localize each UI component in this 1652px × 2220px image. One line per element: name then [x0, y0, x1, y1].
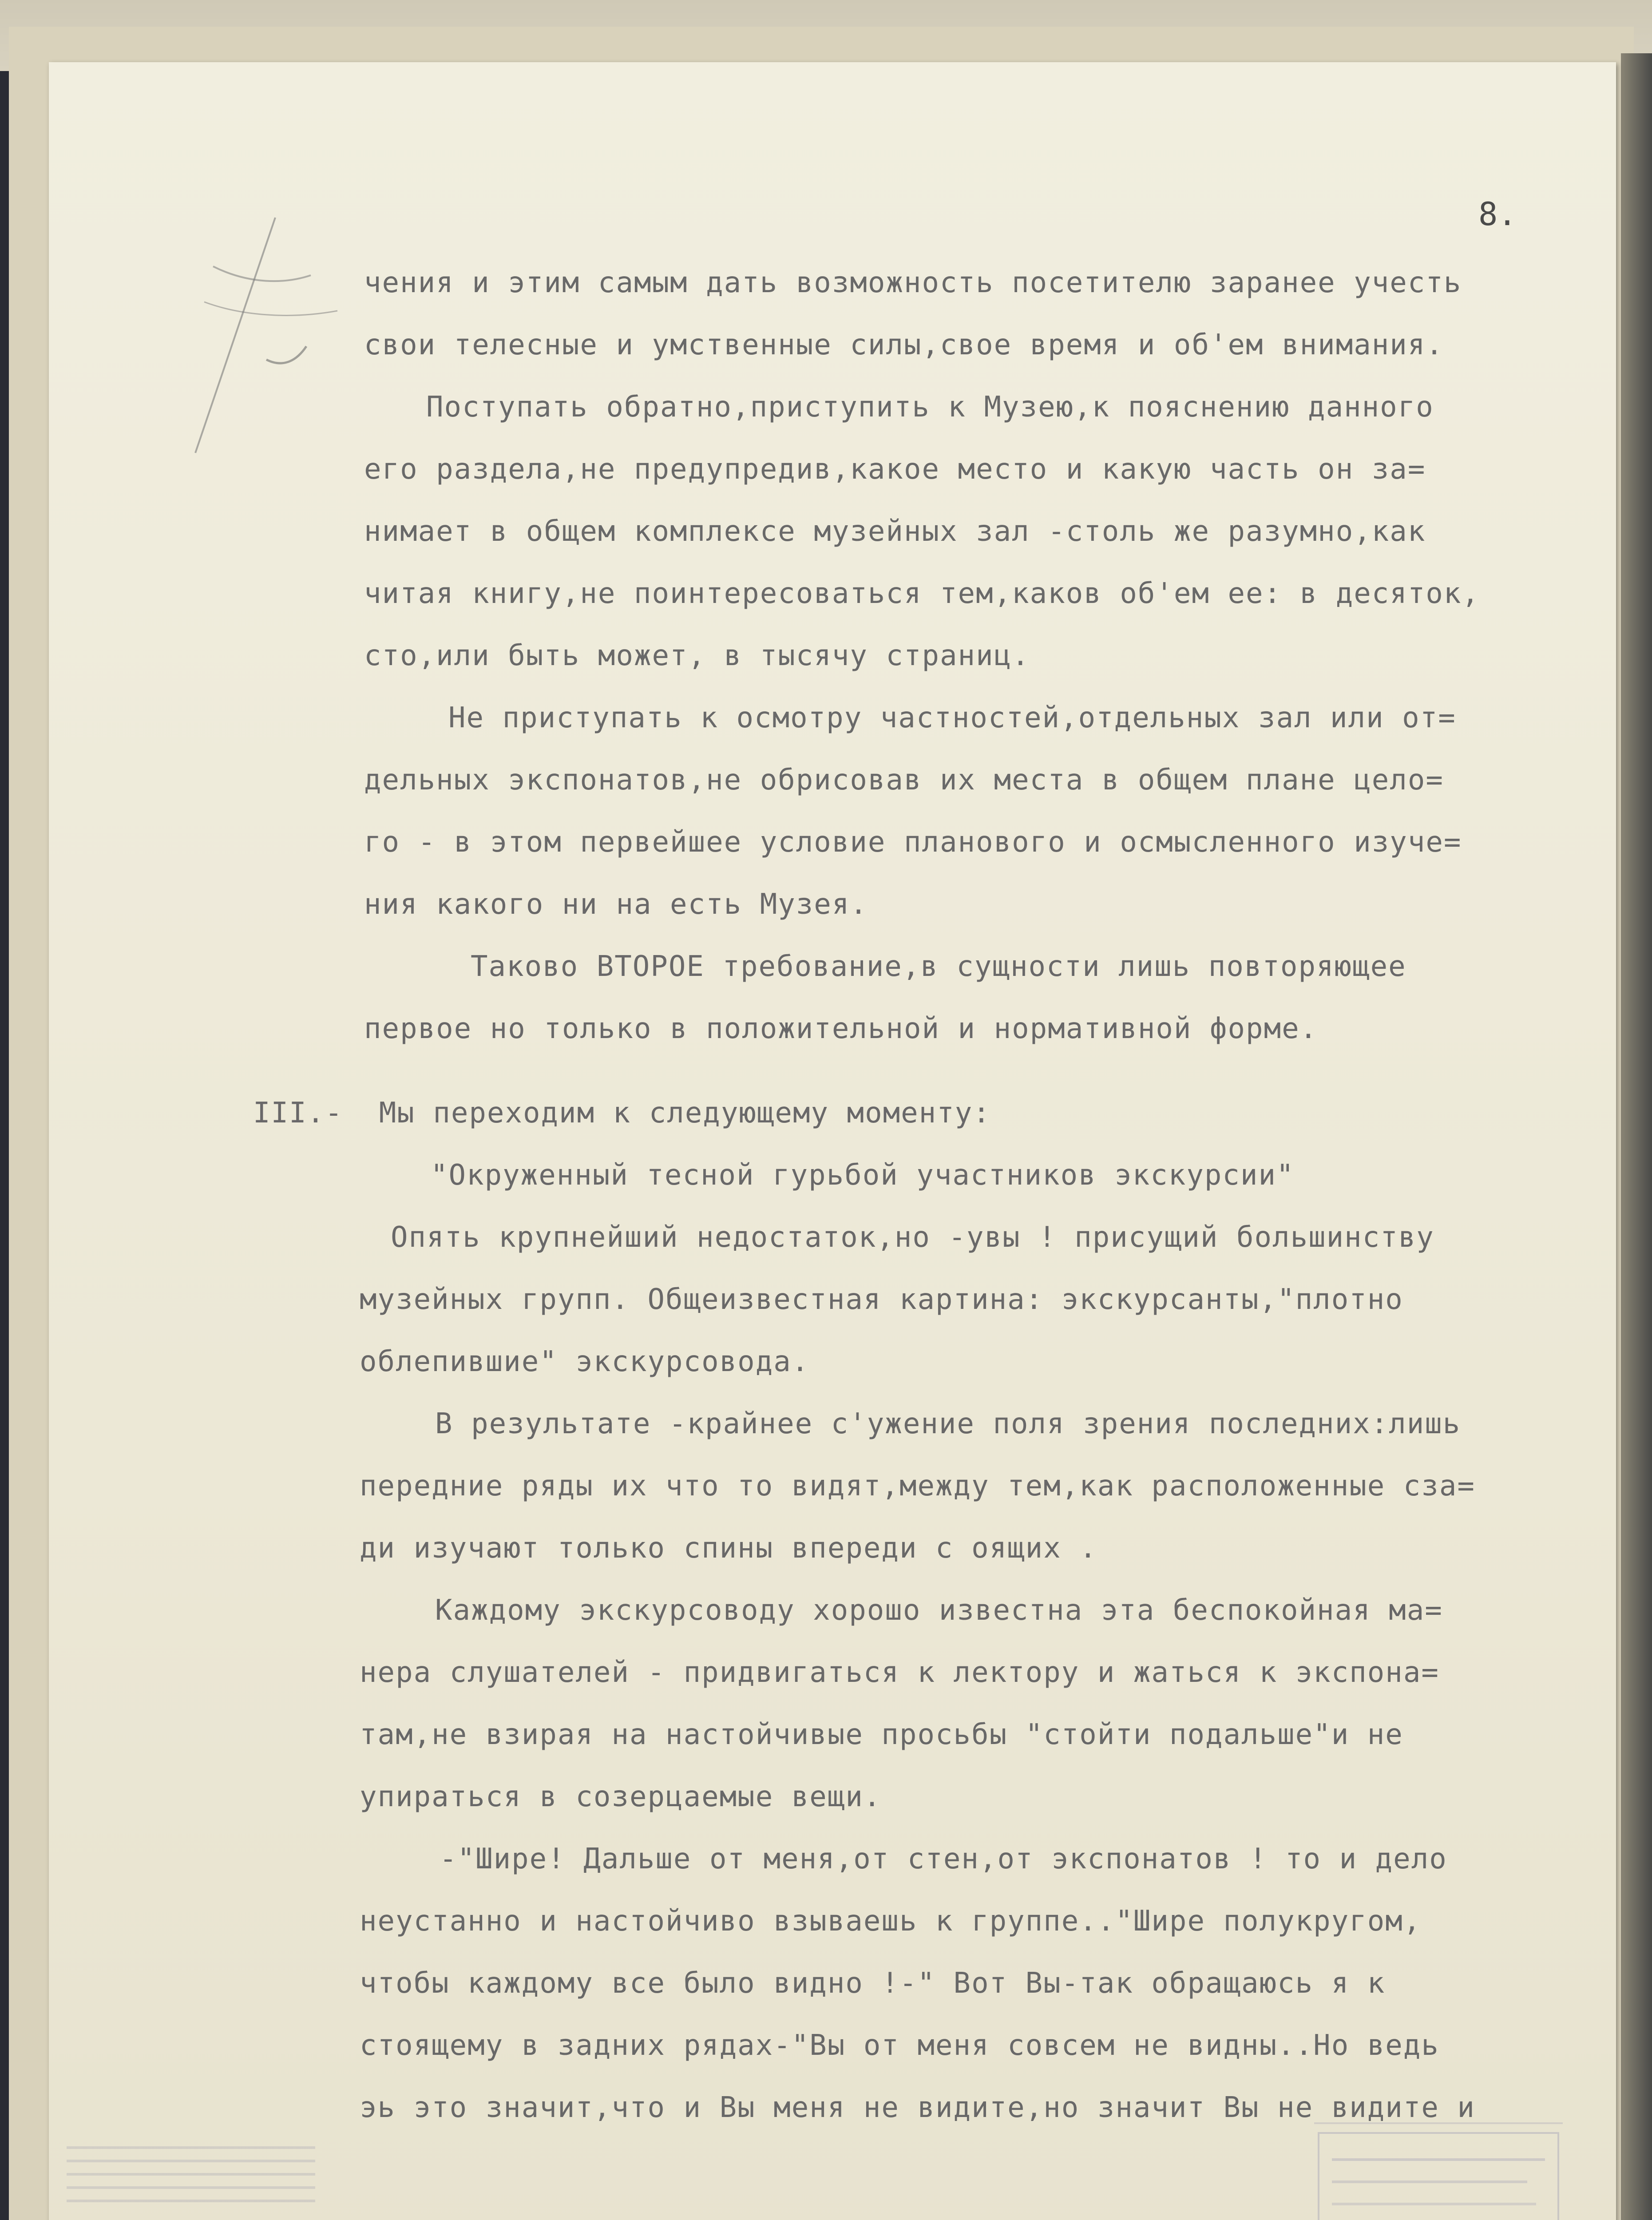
pencil-mark-icon: [178, 213, 346, 462]
text-line: музейных групп. Общеизвестная картина: экскурсанты,"плотно: [360, 1283, 1403, 1316]
text-line: Каждому экскурсоводу хорошо известна эта беспокойная ма=: [435, 1594, 1443, 1627]
text-line: ди изучают только спины впереди с оящих .: [360, 1532, 1097, 1565]
background-right-strip: [1621, 53, 1652, 2220]
text-line: его раздела,не предупредив,какое место и какую часть он за=: [364, 453, 1426, 486]
text-line: упираться в созерцаемые вещи.: [360, 1780, 882, 1813]
text-line: Опять крупнейший недостаток,но -увы ! присущий большинству: [391, 1221, 1434, 1254]
text-line: дельных экспонатов,не обрисовав их места в общем плане цело=: [364, 764, 1444, 797]
text-line: эь это значит,что и Вы меня не видите,но значит Вы не видите и: [360, 2091, 1475, 2124]
text-line: чения и этим самым дать возможность посетителю заранее учесть: [364, 266, 1462, 299]
text-line: там,не взирая на настойчивые просьбы "стойти подальше"и не: [360, 1718, 1403, 1751]
text-line: первое но только в положительной и нормативной форме.: [364, 1012, 1318, 1045]
text-line: передние ряды их что то видят,между тем,как расположенные сза=: [360, 1470, 1475, 1502]
text-line: свои телесные и умственные силы,свое время и об'ем внимания.: [364, 329, 1444, 361]
text-line: чтобы каждому все было видно !-" Вот Вы-так обращаюсь я к: [360, 1967, 1386, 2000]
text-line: Таково ВТОРОЕ требование,в сущности лишь повторяющее: [471, 950, 1406, 983]
text-line: облепившие" экскурсовода.: [360, 1345, 810, 1378]
text-line: -"Шире! Дальше от меня,от стен,от экспонатов ! то и дело: [440, 1843, 1447, 1875]
text-line: стоящему в задних рядах-"Вы от меня совсем не видны..Но ведь: [360, 2029, 1439, 2062]
faint-stamp-left-icon: [67, 2140, 315, 2202]
quoted-heading: "Окруженный тесной гурьбой участников экскурсии": [431, 1159, 1295, 1192]
text-line: го - в этом первейшее условие планового и осмысленного изуче=: [364, 826, 1462, 859]
text-line: ния какого ни на есть Музея.: [364, 888, 868, 921]
text-line: неустанно и настойчиво взываешь к группе.."Шире полукругом,: [360, 1905, 1422, 1938]
text-line: Не приступать к осмотру частностей,отдельных зал или от=: [448, 702, 1456, 734]
text-line: читая книгу,не поинтересоваться тем,каков об'ем ее: в десяток,: [364, 577, 1480, 610]
section-heading: III.- Мы переходим к следующему моменту:: [253, 1097, 991, 1130]
archive-stamp-icon: [1314, 2122, 1563, 2220]
text-line: нера слушателей - придвигаться к лектору и жаться к экспона=: [360, 1656, 1439, 1689]
text-line: нимает в общем комплексе музейных зал -столь же разумно,как: [364, 515, 1426, 548]
text-line: сто,или быть может, в тысячу страниц.: [364, 639, 1030, 672]
page-number: 8.: [1478, 195, 1517, 233]
text-line: В результате -крайнее с'ужение поля зрения последних:лишь: [435, 1407, 1461, 1440]
text-line: Поступать обратно,приступить к Музею,к пояснению данного: [426, 391, 1434, 424]
